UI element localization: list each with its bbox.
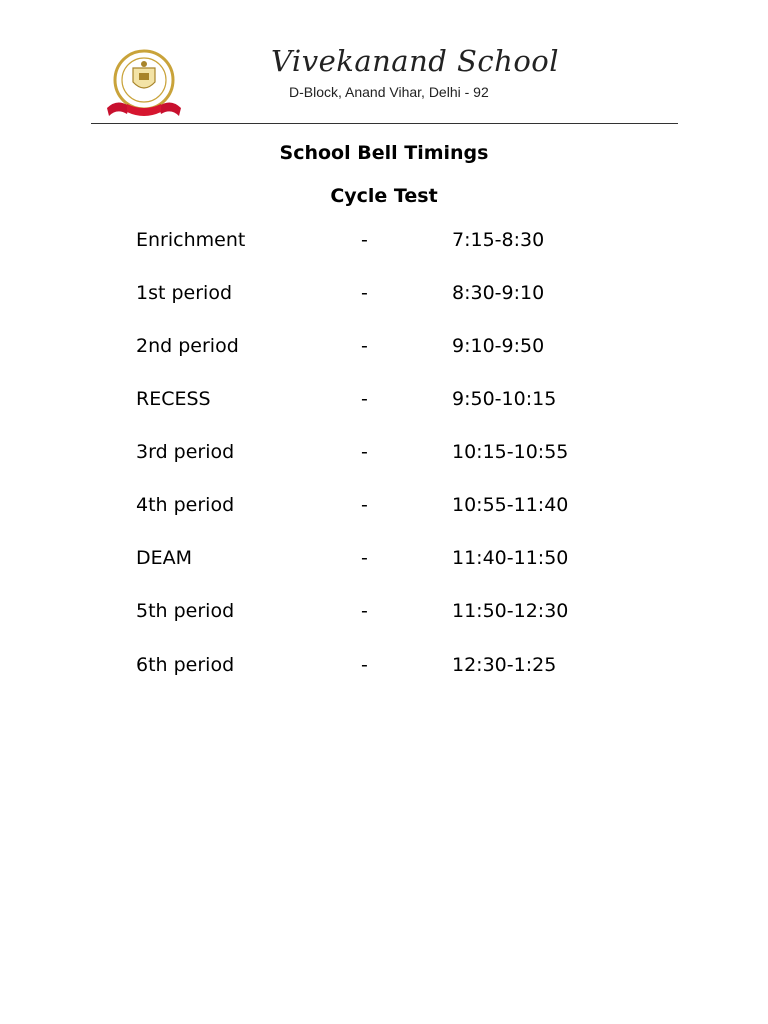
letterhead [91, 44, 678, 122]
period-name: 2nd period [136, 335, 239, 357]
schedule-row [0, 388, 768, 418]
separator: - [361, 600, 368, 622]
period-time: 7:15-8:30 [452, 229, 545, 251]
period-time: 11:40-11:50 [452, 547, 569, 569]
period-time: 9:10-9:50 [452, 335, 545, 357]
schedule-row [0, 494, 768, 524]
schedule-row [0, 600, 768, 630]
schedule-row [0, 654, 768, 684]
school-name: Vivekanand School [271, 44, 560, 78]
period-time: 8:30-9:10 [452, 282, 545, 304]
period-name: 3rd period [136, 441, 235, 463]
school-address: D-Block, Anand Vihar, Delhi - 92 [289, 84, 489, 100]
separator: - [361, 547, 368, 569]
period-name: RECESS [136, 388, 211, 410]
period-time: 9:50-10:15 [452, 388, 557, 410]
period-time: 10:15-10:55 [452, 441, 569, 463]
period-name: 5th period [136, 600, 235, 622]
separator: - [361, 494, 368, 516]
period-name: 6th period [136, 654, 235, 676]
school-crest-icon [103, 46, 185, 120]
separator: - [361, 441, 368, 463]
period-time: 12:30-1:25 [452, 654, 557, 676]
separator: - [361, 229, 368, 251]
schedule-row [0, 335, 768, 365]
period-name: 4th period [136, 494, 235, 516]
period-time: 10:55-11:40 [452, 494, 569, 516]
letterhead-divider [91, 123, 678, 124]
schedule-row [0, 547, 768, 577]
period-name: Enrichment [136, 229, 246, 251]
document-title: School Bell Timings [279, 142, 489, 164]
schedule-row [0, 441, 768, 471]
separator: - [361, 282, 368, 304]
period-name: DEAM [136, 547, 193, 569]
separator: - [361, 388, 368, 410]
period-name: 1st period [136, 282, 233, 304]
document-subtitle: Cycle Test [330, 185, 438, 207]
period-time: 11:50-12:30 [452, 600, 569, 622]
separator: - [361, 654, 368, 676]
schedule-row [0, 282, 768, 312]
separator: - [361, 335, 368, 357]
schedule-row [0, 229, 768, 259]
